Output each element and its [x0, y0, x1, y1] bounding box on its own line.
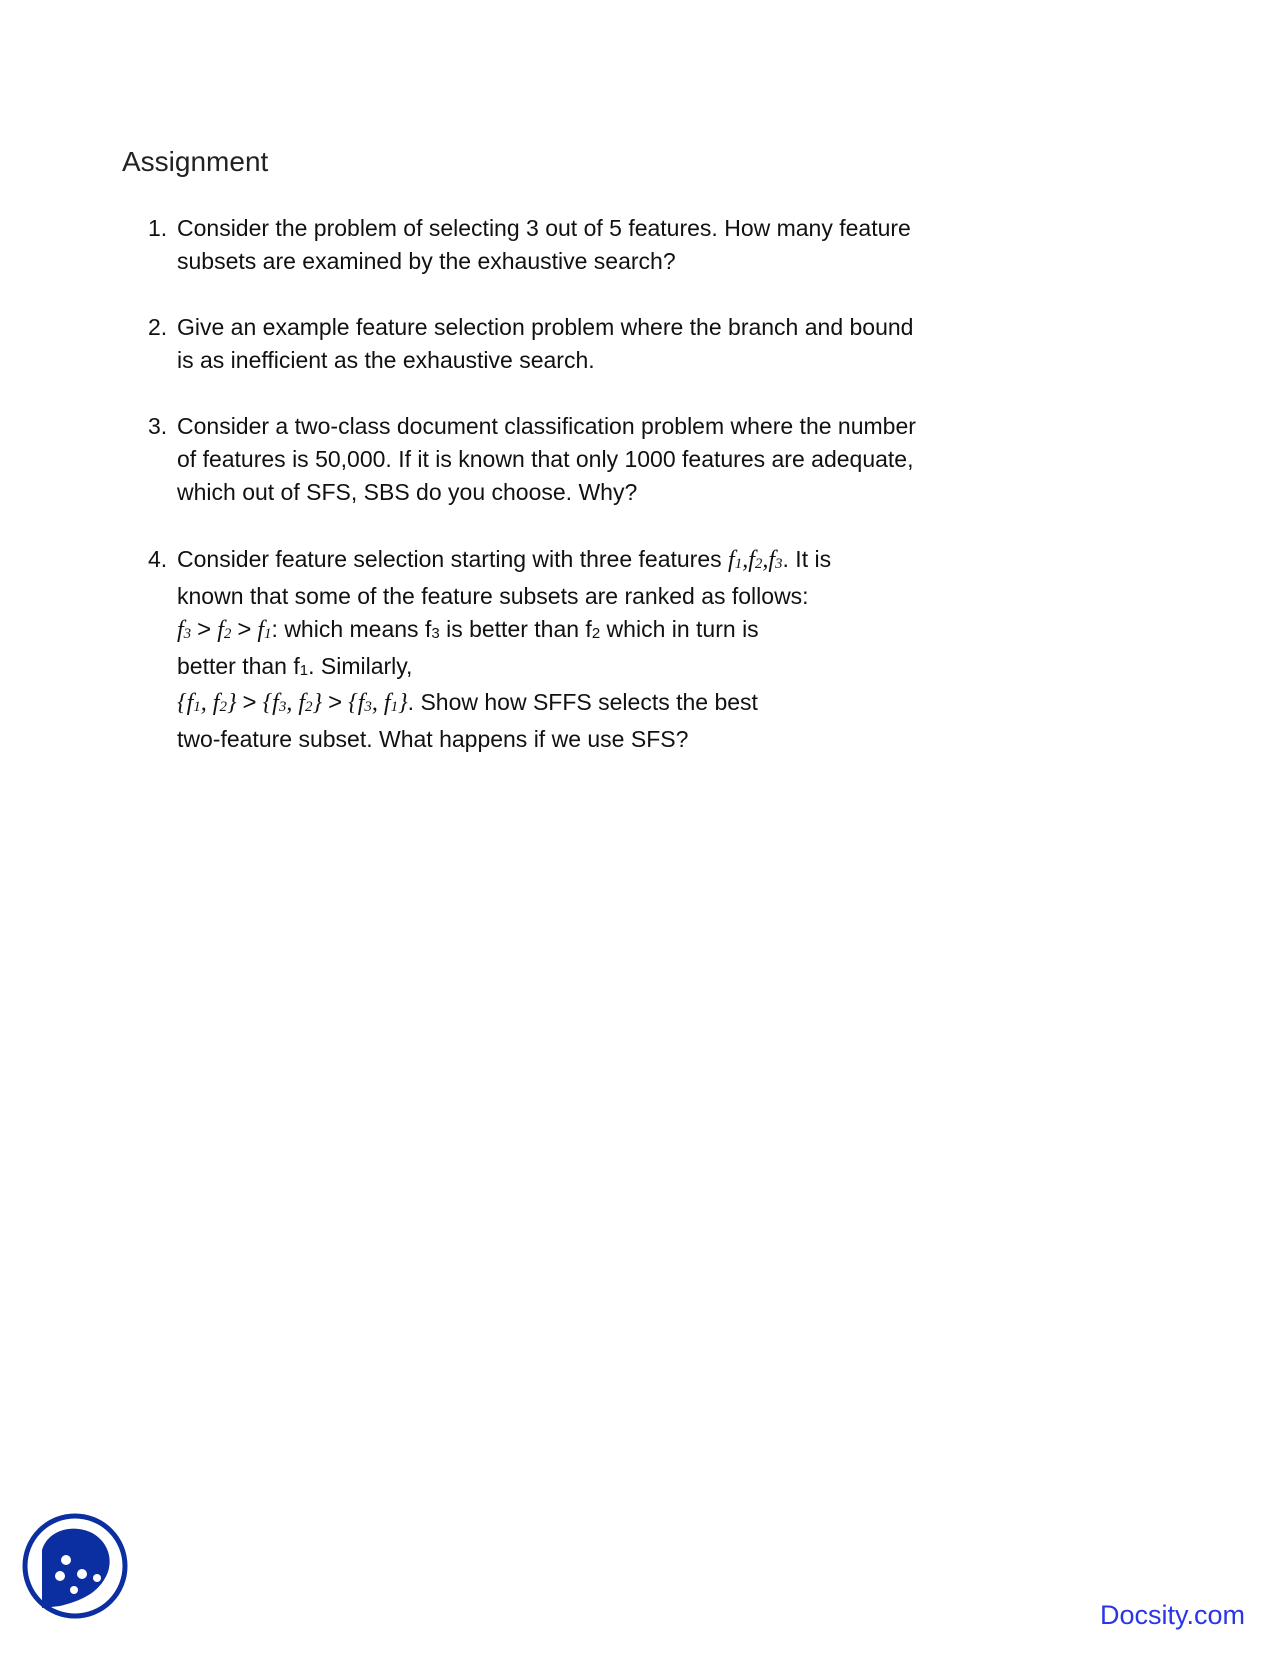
question-line: subsets are examined by the exhaustive search? — [177, 248, 676, 274]
question-number: 3. — [148, 413, 168, 439]
question-number: 2. — [148, 314, 168, 340]
question-line: Consider the problem of selecting 3 out of 5 features. How many feature — [177, 215, 911, 241]
docsity-logo-icon — [20, 1510, 130, 1622]
question-line: two-feature subset. What happens if we use SFS? — [177, 726, 689, 752]
question-text — [177, 311, 1007, 377]
line-text: . Show how SFFS selects the best — [407, 689, 758, 715]
question-line: better than $f_1$. Similarly, — [177, 653, 413, 679]
question-line — [177, 613, 1007, 650]
question-text — [177, 543, 1007, 756]
docsity-link[interactable]: Docsity.com — [1100, 1600, 1246, 1630]
line-text: Consider feature selection starting with three features — [177, 546, 729, 572]
question-text — [177, 212, 1007, 278]
question-number: 4. — [148, 546, 168, 572]
question-line: is as inefficient as the exhaustive search. — [177, 347, 595, 373]
question-line: which out of SFS, SBS do you choose. Why? — [177, 479, 638, 505]
line-text: : which means $f_3$ is better than $f_2$ which in turn is — [271, 616, 759, 642]
question-text — [177, 410, 1007, 509]
line-text: . It is — [782, 546, 832, 572]
question-line — [177, 543, 1007, 580]
question-line: Give an example feature selection problem where the branch and bound — [177, 314, 914, 340]
question-line: Consider a two-class document classification problem where the number — [177, 413, 916, 439]
document-title: Assignment — [122, 146, 269, 177]
question-line — [177, 686, 1007, 723]
math-subset-ranking: {$f_1$, $f_2\} > \{f_3$, $f_2\} > \{f_3$, $f_1$} — [177, 689, 408, 716]
question-line: of features is 50,000. If it is known that only 1000 features are adequate, — [177, 446, 914, 472]
math-feature-list: $f_1,f_2,f_3$ — [728, 547, 783, 573]
math-ranking: $f_3 > f_2 > f_1$ — [177, 616, 272, 643]
question-number: 1. — [148, 215, 168, 241]
question-line: known that some of the feature subsets are ranked as follows: — [177, 583, 809, 609]
